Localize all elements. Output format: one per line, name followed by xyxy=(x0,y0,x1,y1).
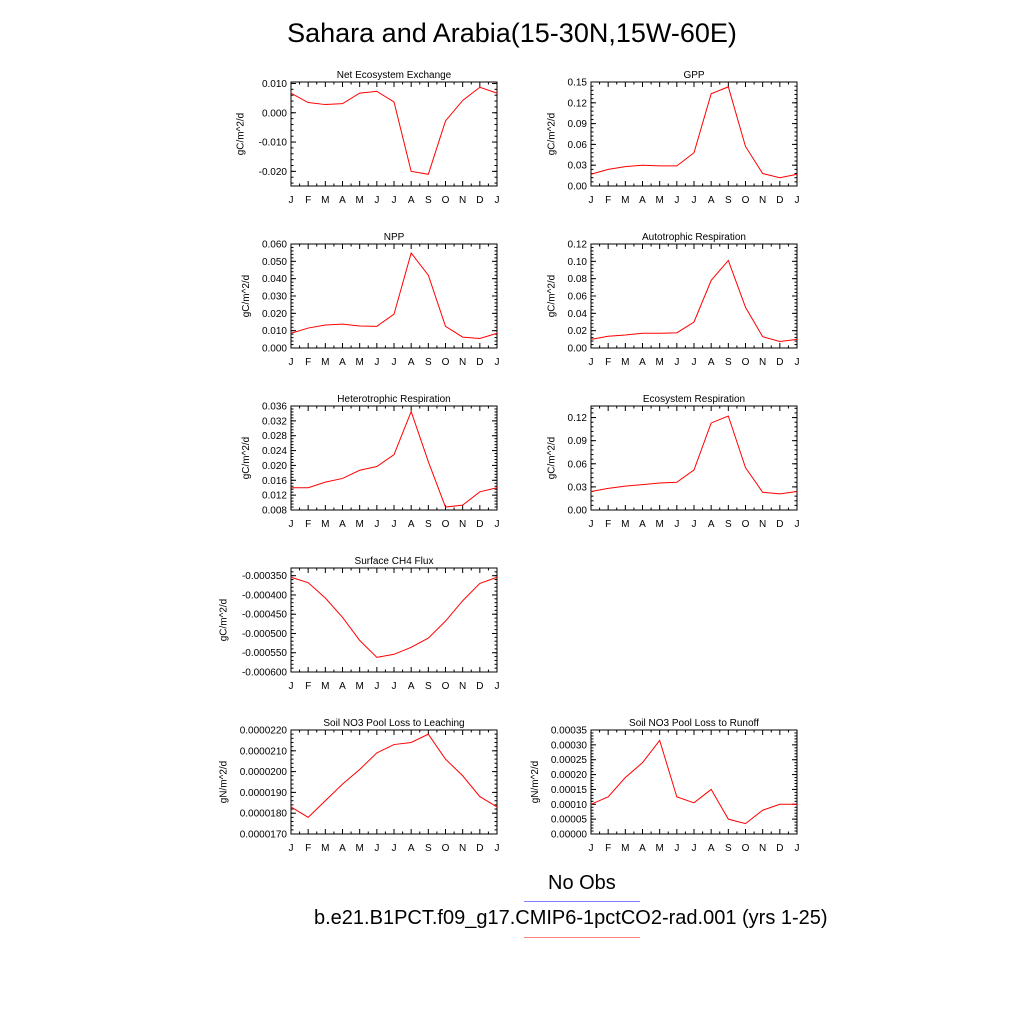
x-tick-label: M xyxy=(655,195,664,206)
y-tick-label: 0.00035 xyxy=(550,725,587,737)
series-line xyxy=(591,416,797,494)
y-tick-label: 0.028 xyxy=(261,431,287,443)
x-tick-label: D xyxy=(776,519,784,530)
y-tick-label: 0.12 xyxy=(567,98,587,110)
x-tick-label: M xyxy=(321,357,330,368)
x-tick-label: F xyxy=(605,195,612,206)
y-tick-label: 0.040 xyxy=(261,274,287,286)
chart-panel-heterotrophic-respiration xyxy=(200,388,510,538)
chart-title: GPP xyxy=(683,70,705,81)
y-tick-label: 0.00030 xyxy=(550,740,587,752)
x-tick-label: O xyxy=(441,843,450,854)
x-tick-label: S xyxy=(424,681,432,692)
y-tick-label: 0.15 xyxy=(567,77,587,89)
y-tick-label: 0.00 xyxy=(567,343,587,355)
y-tick-label: 0.00025 xyxy=(550,755,587,767)
y-tick-label: -0.000350 xyxy=(241,571,287,583)
x-tick-label: A xyxy=(339,681,346,692)
x-tick-label: O xyxy=(741,195,750,206)
y-tick-label: 0.0000210 xyxy=(239,746,287,758)
y-tick-label: 0.020 xyxy=(261,308,287,320)
x-tick-label: M xyxy=(355,681,364,692)
x-tick-label: D xyxy=(476,357,484,368)
x-tick-label: N xyxy=(459,357,467,368)
x-tick-label: N xyxy=(459,681,467,692)
y-tick-label: 0.030 xyxy=(261,291,287,303)
chart-title: Soil NO3 Pool Loss to Runoff xyxy=(629,718,759,729)
x-tick-label: N xyxy=(759,195,767,206)
y-tick-label: 0.09 xyxy=(567,119,587,131)
x-tick-label: F xyxy=(605,519,612,530)
y-tick-label: 0.0000200 xyxy=(239,767,287,779)
x-tick-label: J xyxy=(374,519,380,530)
y-tick-label: 0.08 xyxy=(567,274,587,286)
series-line xyxy=(291,253,497,338)
x-tick-label: J xyxy=(794,519,800,530)
x-tick-label: M xyxy=(355,195,364,206)
x-tick-label: O xyxy=(441,357,450,368)
y-tick-label: 0.010 xyxy=(261,78,287,90)
x-tick-label: S xyxy=(724,843,732,854)
y-tick-label: 0.016 xyxy=(261,475,287,487)
y-tick-label: 0.03 xyxy=(567,482,587,494)
x-tick-label: A xyxy=(407,519,415,530)
x-tick-label: J xyxy=(288,519,294,530)
x-tick-label: S xyxy=(424,519,432,530)
x-tick-label: J xyxy=(391,519,397,530)
x-tick-label: J xyxy=(494,843,500,854)
y-tick-label: 0.0000220 xyxy=(239,725,287,737)
x-tick-label: D xyxy=(476,519,484,530)
y-axis-label: gC/m^2/d xyxy=(235,112,247,156)
chart-title: Soil NO3 Pool Loss to Leaching xyxy=(323,718,465,729)
x-tick-label: A xyxy=(407,195,415,206)
y-tick-label: 0.036 xyxy=(261,401,287,413)
series-line xyxy=(291,87,497,174)
x-tick-label: M xyxy=(655,519,664,530)
series-line xyxy=(591,87,797,178)
y-tick-label: 0.00000 xyxy=(550,829,587,841)
plot-frame xyxy=(291,406,497,510)
x-tick-label: A xyxy=(339,195,346,206)
x-tick-label: M xyxy=(621,357,630,368)
x-tick-label: D xyxy=(776,357,784,368)
series-line xyxy=(591,260,797,341)
x-tick-label: J xyxy=(794,357,800,368)
y-tick-label: 0.024 xyxy=(261,446,287,458)
chart-title: Ecosystem Respiration xyxy=(642,394,746,405)
x-tick-label: M xyxy=(355,843,364,854)
x-tick-label: M xyxy=(655,843,664,854)
x-tick-label: N xyxy=(459,843,467,854)
x-tick-label: O xyxy=(441,195,450,206)
y-tick-label: 0.00015 xyxy=(550,784,587,796)
x-tick-label: J xyxy=(691,843,697,854)
x-tick-label: J xyxy=(674,357,680,368)
y-tick-label: 0.00 xyxy=(567,181,587,193)
x-tick-label: F xyxy=(305,843,312,854)
x-tick-label: J xyxy=(374,843,380,854)
x-tick-label: N xyxy=(759,357,767,368)
x-tick-label: J xyxy=(391,195,397,206)
x-tick-label: S xyxy=(724,195,732,206)
x-tick-label: F xyxy=(605,357,612,368)
x-tick-label: O xyxy=(441,519,450,530)
plot-frame xyxy=(291,730,497,834)
plot-frame xyxy=(291,568,497,672)
x-tick-label: J xyxy=(588,843,594,854)
x-tick-label: J xyxy=(674,843,680,854)
x-tick-label: J xyxy=(288,681,294,692)
y-tick-label: 0.02 xyxy=(567,326,587,338)
x-tick-label: S xyxy=(724,357,732,368)
chart-panel-npp xyxy=(200,226,510,376)
x-tick-label: J xyxy=(691,519,697,530)
x-tick-label: M xyxy=(321,519,330,530)
x-tick-label: J xyxy=(374,195,380,206)
x-tick-label: M xyxy=(621,843,630,854)
y-tick-label: 0.00010 xyxy=(550,799,587,811)
y-tick-label: 0.06 xyxy=(567,139,587,151)
x-tick-label: D xyxy=(476,681,484,692)
x-tick-label: F xyxy=(305,681,312,692)
x-tick-label: J xyxy=(588,357,594,368)
y-tick-label: 0.010 xyxy=(261,326,287,338)
plot-frame xyxy=(591,82,797,186)
legend-obs-label: No Obs xyxy=(548,872,616,894)
series-line xyxy=(291,734,497,817)
x-tick-label: F xyxy=(305,519,312,530)
series-line xyxy=(291,577,497,657)
y-tick-label: 0.008 xyxy=(261,505,287,517)
x-tick-label: J xyxy=(588,519,594,530)
y-tick-label: -0.000400 xyxy=(241,590,287,602)
x-tick-label: O xyxy=(741,843,750,854)
chart-panel-ecosystem-respiration xyxy=(500,388,810,538)
series-line xyxy=(591,740,797,823)
x-tick-label: J xyxy=(494,357,500,368)
chart-title: Net Ecosystem Exchange xyxy=(336,70,452,81)
y-tick-label: -0.000600 xyxy=(241,667,287,679)
x-tick-label: A xyxy=(407,843,415,854)
y-tick-label: -0.020 xyxy=(258,166,287,178)
x-tick-label: J xyxy=(674,195,680,206)
y-tick-label: 0.06 xyxy=(567,459,587,471)
x-tick-label: J xyxy=(288,195,294,206)
x-tick-label: M xyxy=(655,357,664,368)
y-tick-label: 0.0000170 xyxy=(239,829,287,841)
x-tick-label: D xyxy=(776,195,784,206)
x-tick-label: N xyxy=(459,519,467,530)
x-tick-label: A xyxy=(407,357,415,368)
x-tick-label: O xyxy=(741,357,750,368)
y-tick-label: 0.04 xyxy=(567,308,587,320)
y-tick-label: 0.0000180 xyxy=(239,808,287,820)
x-tick-label: N xyxy=(459,195,467,206)
chart-panel-soil-no3-leaching xyxy=(200,712,510,862)
x-tick-label: F xyxy=(305,357,312,368)
x-tick-label: N xyxy=(759,519,767,530)
y-tick-label: 0.12 xyxy=(567,413,587,425)
x-tick-label: M xyxy=(355,519,364,530)
x-tick-label: M xyxy=(321,195,330,206)
x-tick-label: M xyxy=(621,519,630,530)
plot-frame xyxy=(291,244,497,348)
x-tick-label: A xyxy=(707,357,715,368)
chart-title: Autotrophic Respiration xyxy=(642,232,746,243)
x-tick-label: S xyxy=(424,195,432,206)
y-tick-label: 0.060 xyxy=(261,239,287,251)
y-tick-label: 0.050 xyxy=(261,256,287,268)
series-line xyxy=(291,412,497,507)
x-tick-label: F xyxy=(305,195,312,206)
x-tick-label: J xyxy=(288,843,294,854)
x-tick-label: J xyxy=(691,357,697,368)
x-tick-label: J xyxy=(794,843,800,854)
x-tick-label: S xyxy=(424,357,432,368)
chart-title: Surface CH4 Flux xyxy=(354,556,434,567)
y-tick-label: -0.000550 xyxy=(241,648,287,660)
x-tick-label: A xyxy=(639,519,646,530)
x-tick-label: J xyxy=(391,357,397,368)
x-tick-label: A xyxy=(707,843,715,854)
x-tick-label: J xyxy=(674,519,680,530)
chart-panel-autotrophic-respiration xyxy=(500,226,810,376)
y-axis-label: gC/m^2/d xyxy=(241,436,252,480)
x-tick-label: J xyxy=(374,357,380,368)
y-axis-label: gC/m^2/d xyxy=(546,436,558,480)
x-tick-label: A xyxy=(639,195,646,206)
x-tick-label: A xyxy=(639,357,646,368)
x-tick-label: J xyxy=(691,195,697,206)
y-axis-label: gC/m^2/d xyxy=(218,598,230,642)
y-tick-label: -0.000450 xyxy=(241,609,287,621)
x-tick-label: J xyxy=(288,357,294,368)
x-tick-label: A xyxy=(707,519,715,530)
x-tick-label: J xyxy=(494,681,500,692)
x-tick-label: A xyxy=(639,843,646,854)
y-tick-label: 0.00020 xyxy=(550,770,587,782)
y-tick-label: 0.0000190 xyxy=(239,787,287,799)
x-tick-label: J xyxy=(494,519,500,530)
x-tick-label: A xyxy=(339,843,346,854)
y-tick-label: 0.10 xyxy=(567,256,587,268)
legend-model-label: b.e21.B1PCT.f09_g17.CMIP6-1pctCO2-rad.001 (yrs 1-25) xyxy=(314,907,828,929)
x-tick-label: O xyxy=(741,519,750,530)
y-axis-label: gC/m^2/d xyxy=(546,274,558,318)
x-tick-label: N xyxy=(759,843,767,854)
x-tick-label: F xyxy=(605,843,612,854)
x-tick-label: D xyxy=(476,843,484,854)
chart-panel-surface-ch4-flux xyxy=(200,550,510,700)
y-tick-label: 0.012 xyxy=(261,490,287,502)
x-tick-label: D xyxy=(476,195,484,206)
y-tick-label: 0.000 xyxy=(261,108,287,120)
plot-frame xyxy=(591,406,797,510)
y-tick-label: 0.020 xyxy=(261,460,287,472)
x-tick-label: J xyxy=(494,195,500,206)
y-tick-label: 0.00 xyxy=(567,505,587,517)
y-tick-label: -0.000500 xyxy=(241,628,287,640)
chart-panel-soil-no3-runoff xyxy=(500,712,810,862)
chart-title: Heterotrophic Respiration xyxy=(337,394,451,405)
x-tick-label: M xyxy=(621,195,630,206)
x-tick-label: M xyxy=(321,843,330,854)
x-tick-label: S xyxy=(424,843,432,854)
x-tick-label: A xyxy=(339,357,346,368)
y-axis-label: gN/m^2/d xyxy=(529,760,541,804)
y-axis-label: gC/m^2/d xyxy=(546,112,558,156)
x-tick-label: D xyxy=(776,843,784,854)
y-axis-label: gC/m^2/d xyxy=(241,274,252,318)
y-tick-label: -0.010 xyxy=(258,137,287,149)
x-tick-label: J xyxy=(374,681,380,692)
chart-panel-net-ecosystem-exchange xyxy=(200,64,510,214)
x-tick-label: O xyxy=(441,681,450,692)
legend-model-line xyxy=(524,937,640,938)
y-tick-label: 0.06 xyxy=(567,291,587,303)
x-tick-label: A xyxy=(339,519,346,530)
chart-title: NPP xyxy=(383,232,405,243)
x-tick-label: S xyxy=(724,519,732,530)
x-tick-label: J xyxy=(391,681,397,692)
y-tick-label: 0.032 xyxy=(261,416,287,428)
x-tick-label: M xyxy=(355,357,364,368)
x-tick-label: M xyxy=(321,681,330,692)
y-tick-label: 0.000 xyxy=(261,343,287,355)
y-tick-label: 0.12 xyxy=(567,239,587,251)
figure-title: Sahara and Arabia(15-30N,15W-60E) xyxy=(287,18,737,48)
legend-obs-line xyxy=(524,901,640,902)
x-tick-label: J xyxy=(391,843,397,854)
x-tick-label: A xyxy=(707,195,715,206)
y-tick-label: 0.03 xyxy=(567,160,587,172)
x-tick-label: A xyxy=(407,681,415,692)
x-tick-label: J xyxy=(588,195,594,206)
x-tick-label: J xyxy=(794,195,800,206)
y-tick-label: 0.09 xyxy=(567,436,587,448)
plot-frame xyxy=(591,244,797,348)
y-tick-label: 0.00005 xyxy=(550,814,587,826)
y-axis-label: gN/m^2/d xyxy=(218,760,230,804)
chart-panel-gpp xyxy=(500,64,810,214)
